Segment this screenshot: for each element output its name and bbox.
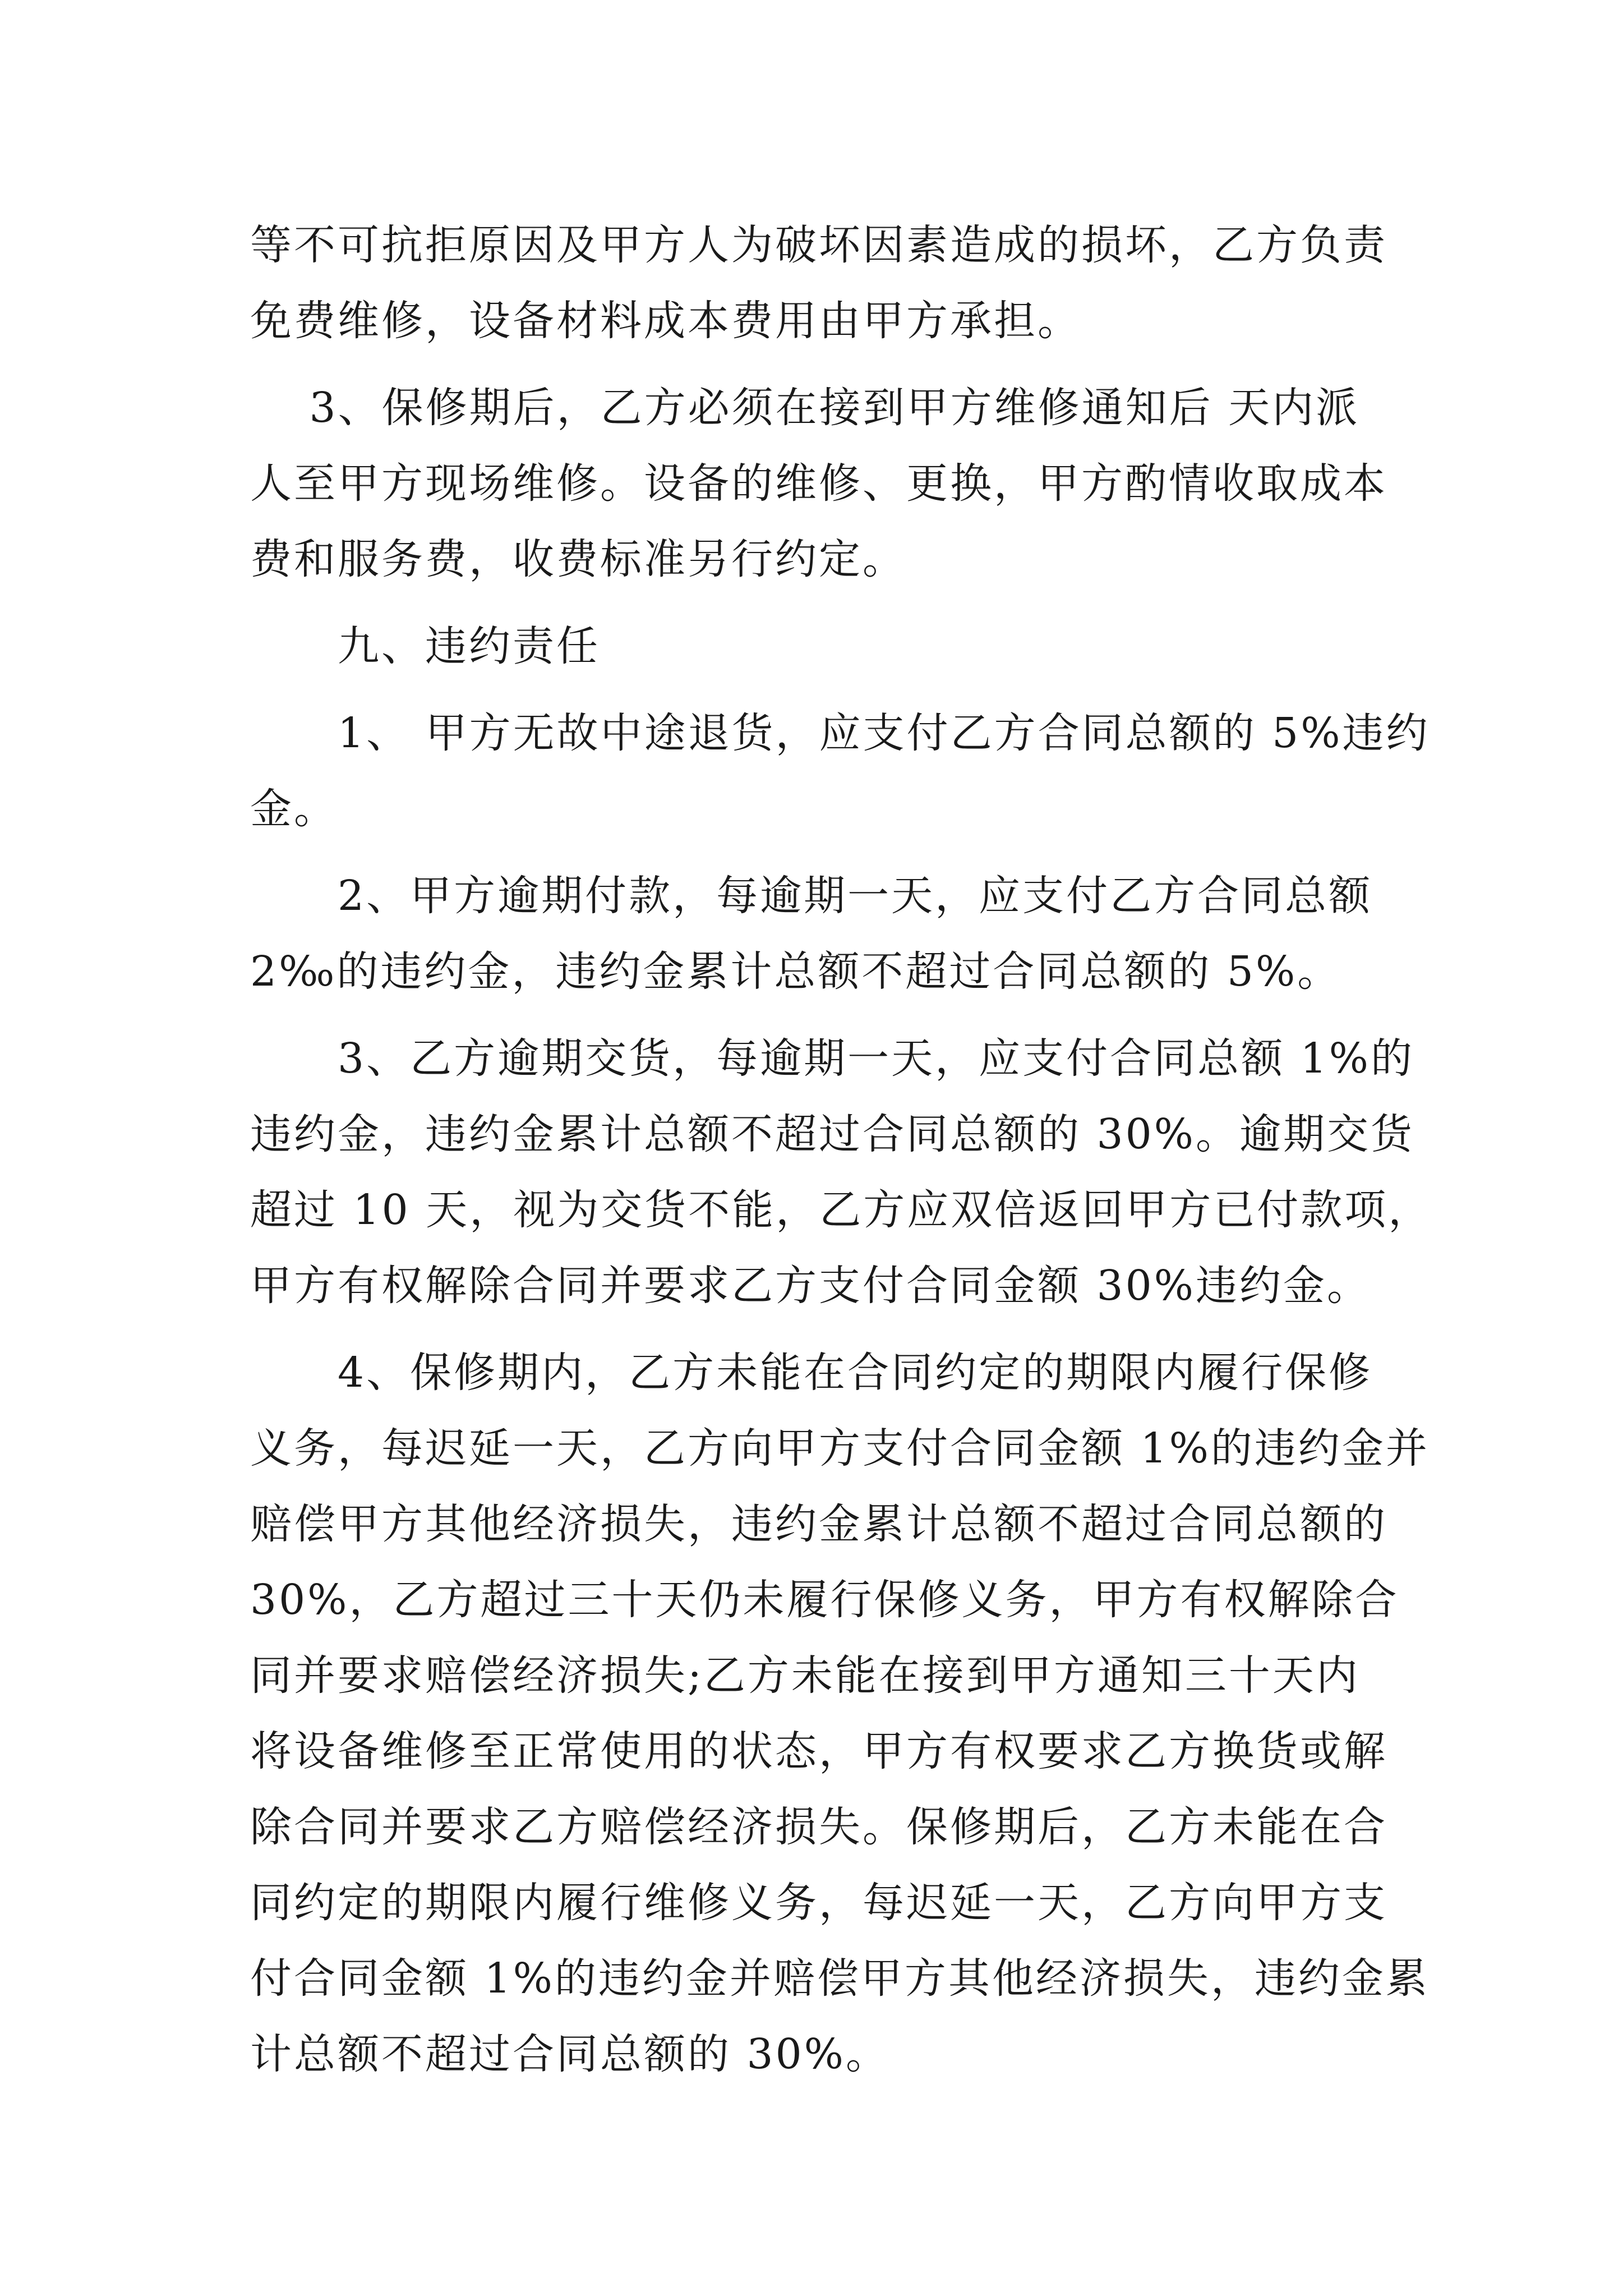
text-line: 2‰的违约金，违约金累计总额不超过合同总额的 5%。 (250, 947, 1341, 996)
text-line: 超过 10 天，视为交货不能，乙方应双倍返回甲方已付款项， (250, 1186, 1432, 1234)
text-line: 同约定的期限内履行维修义务，每迟延一天，乙方向甲方支 (250, 1879, 1387, 1927)
text-line: 将设备维修至正常使用的状态，甲方有权要求乙方换货或解 (250, 1727, 1387, 1775)
text-line: 4、保修期内，乙方未能在合同约定的期限内履行保修 (250, 1349, 1373, 1397)
text-line: 同并要求赔偿经济损失;乙方未能在接到甲方通知三十天内 (250, 1651, 1360, 1700)
text-line: 除合同并要求乙方赔偿经济损失。保修期后，乙方未能在合 (250, 1803, 1387, 1851)
text-line: 2、甲方逾期付款，每逾期一天，应支付乙方合同总额 (250, 872, 1373, 920)
text-line: 赔偿甲方其他经济损失，违约金累计总额不超过合同总额的 (250, 1500, 1387, 1548)
text-line: 人至甲方现场维修。设备的维修、更换，甲方酌情收取成本 (250, 459, 1387, 508)
text-line: 1、 甲方无故中途退货，应支付乙方合同总额的 5%违约 (250, 709, 1430, 757)
text-line: 义务，每迟延一天，乙方向甲方支付合同金额 1%的违约金并 (250, 1424, 1430, 1473)
text-line: 3、保修期后，乙方必须在接到甲方维修通知后 天内派 (250, 384, 1360, 432)
text-line: 甲方有权解除合同并要求乙方支付合同金额 30%违约金。 (250, 1262, 1371, 1310)
text-line: 等不可抗拒原因及甲方人为破坏因素造成的损坏，乙方负责 (250, 221, 1387, 269)
document-body (250, 208, 1432, 2092)
text-line: 费和服务费，收费标准另行约定。 (250, 535, 906, 583)
text-line: 计总额不超过合同总额的 30%。 (250, 2030, 889, 2078)
text-line: 金。 (250, 785, 338, 833)
text-line: 3、乙方逾期交货，每逾期一天，应支付合同总额 1%的 (250, 1034, 1414, 1083)
text-line: 付合同金额 1%的违约金并赔偿甲方其他经济损失，违约金累 (250, 1954, 1430, 2003)
section-heading: 九、违约责任 (250, 622, 600, 670)
text-line: 30%，乙方超过三十天仍未履行保修义务，甲方有权解除合 (250, 1576, 1399, 1624)
text-line: 违约金，违约金累计总额不超过合同总额的 30%。逾期交货 (250, 1110, 1414, 1158)
text-line: 免费维修，设备材料成本费用由甲方承担。 (250, 297, 1081, 345)
